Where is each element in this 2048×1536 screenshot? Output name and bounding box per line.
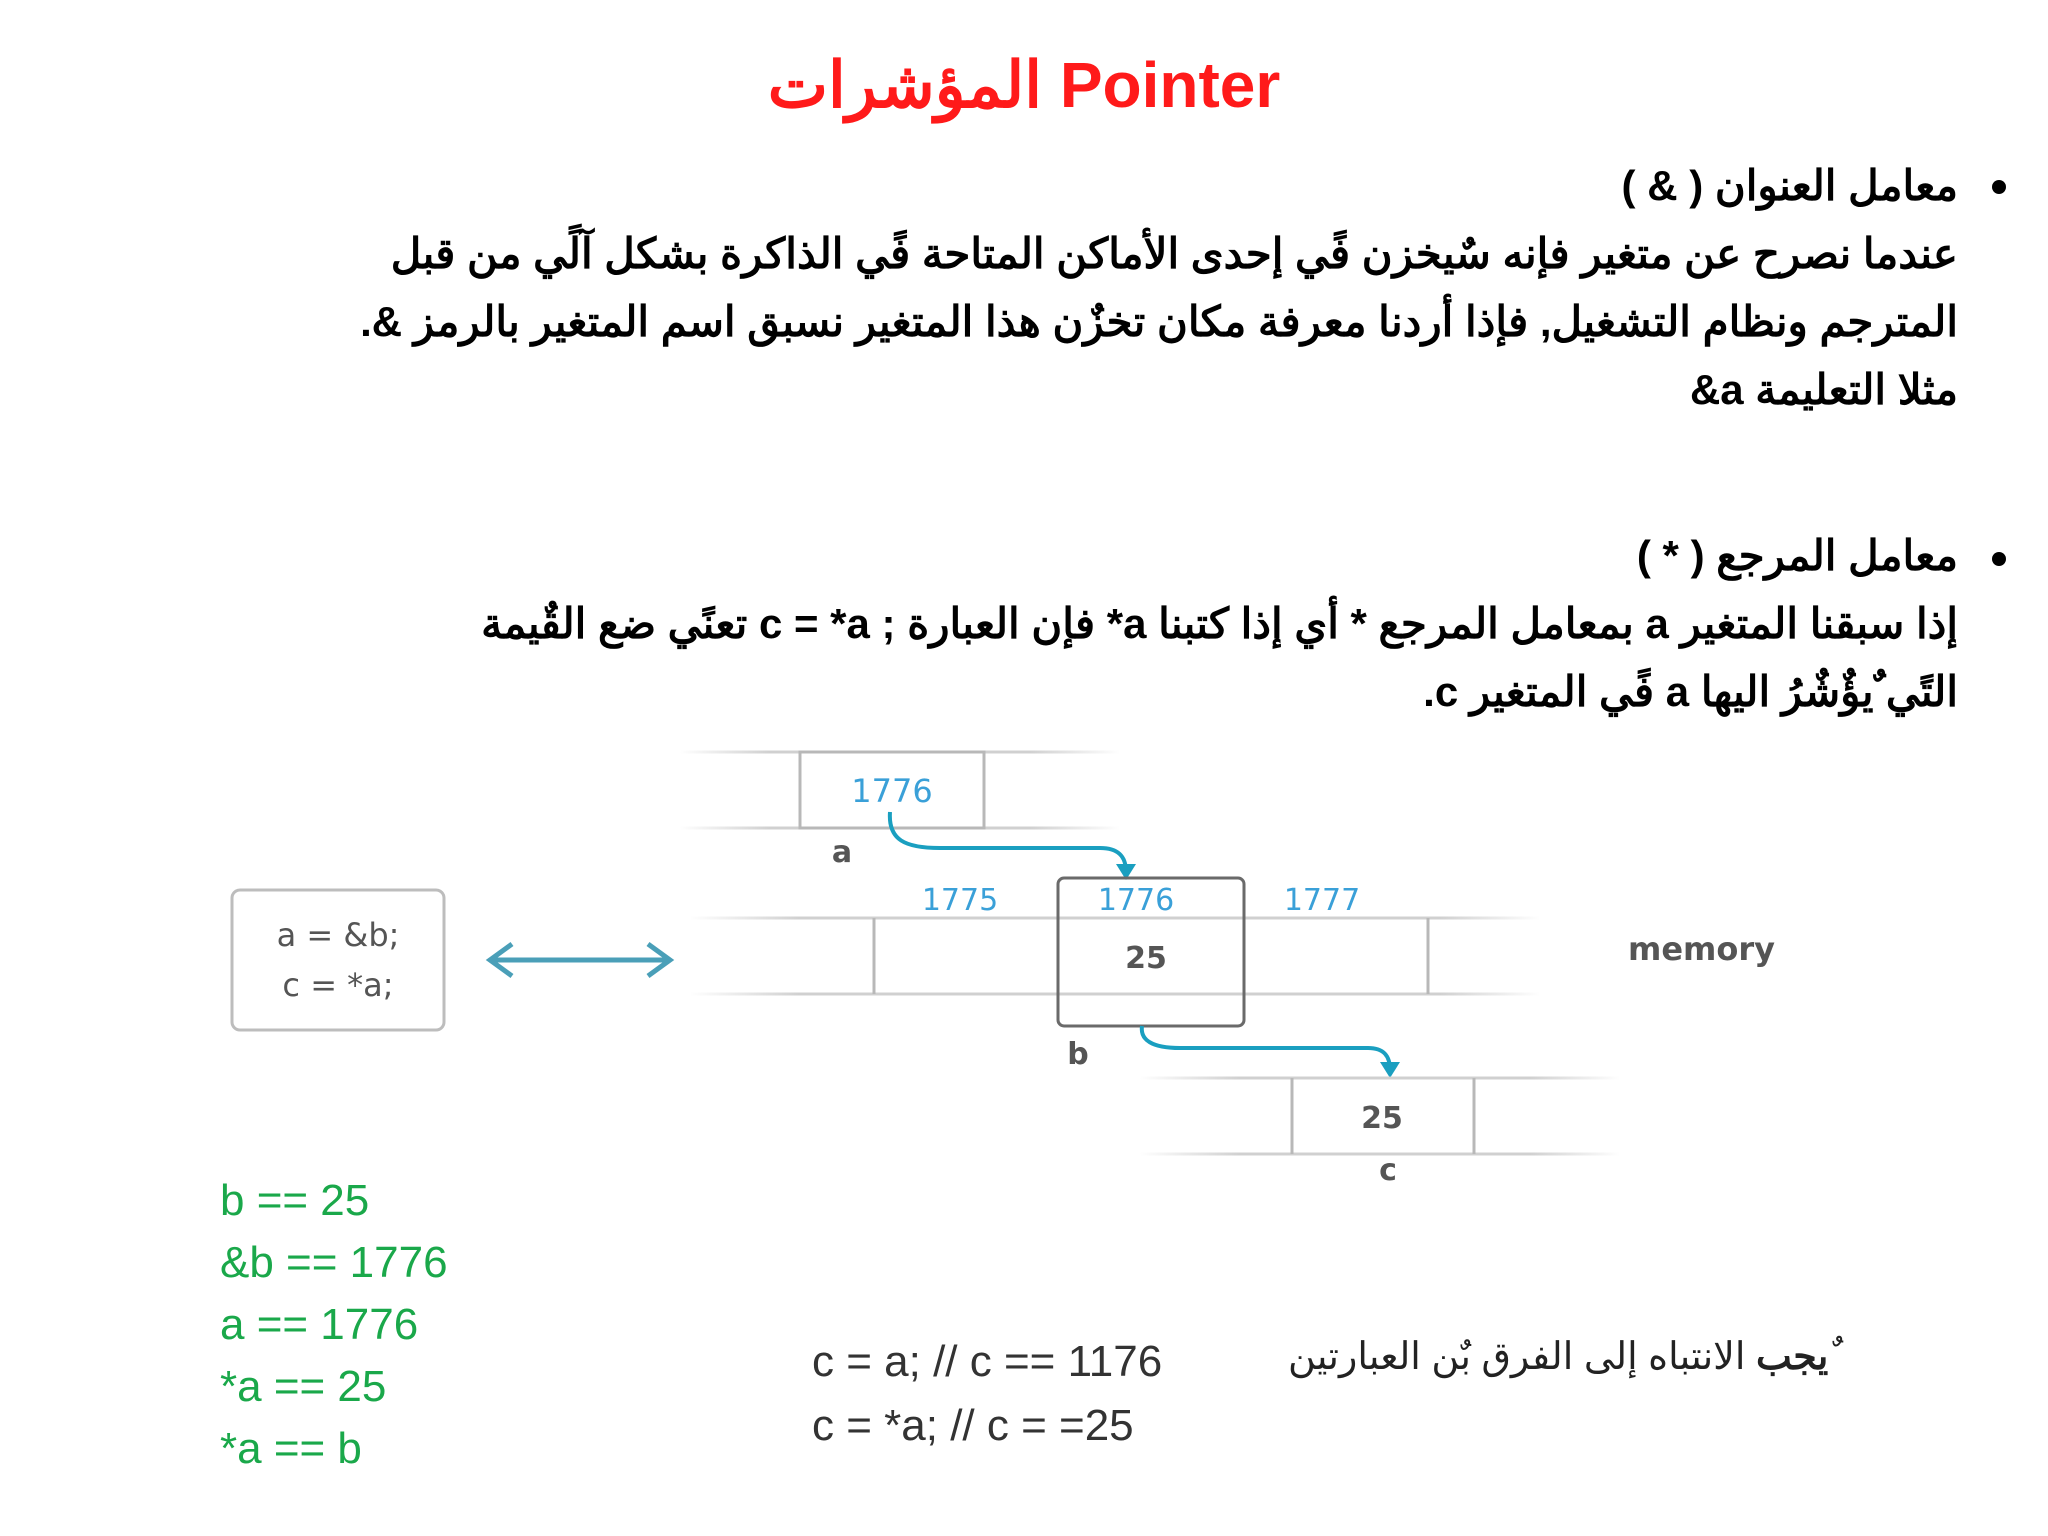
label-c: c [1379, 1153, 1397, 1188]
equality-line: a == 1776 [220, 1300, 419, 1349]
equality-line: *a == b [220, 1424, 362, 1473]
code-box [232, 890, 444, 1030]
code-line-1: a = &b; [276, 916, 400, 954]
bullet-1-line-4: مثلا التعليمة a& [1689, 366, 1958, 413]
page-title: المؤشرات Pointer [767, 49, 1281, 121]
note-rest: الانتباه إلى الفرق بٌن العبارتين [1288, 1336, 1756, 1378]
bullet-2-line-3: التًي ٌيؤٌشٌرُ اليها a فًي المتغير c. [1423, 668, 1958, 715]
attention-note [1288, 1334, 1828, 1379]
comparison-line-2: c = *a; // c = =25 [812, 1401, 1134, 1450]
code-line-2: c = *a; [282, 966, 394, 1004]
comparison-code [812, 1330, 1162, 1458]
arrow-b-to-c [1142, 1026, 1400, 1078]
memory-label: memory [1628, 930, 1776, 968]
cell-b-value: 25 [1125, 941, 1167, 976]
memory-row-c [1140, 1074, 1620, 1188]
label-a: a [831, 835, 853, 870]
bullet-1-line-3: المترجم ونظام التشغيل, فإذا أردنا معرفة مكان تخزٌن هذا المتغير نسبق اسم المتغير بالرمز &. [360, 298, 1958, 345]
address-1775: 1775 [921, 883, 999, 918]
address-1777: 1777 [1283, 883, 1361, 918]
equality-line: b == 25 [220, 1176, 370, 1225]
equality-line: *a == 25 [220, 1362, 387, 1411]
memory-row-a [680, 748, 1120, 870]
bullet-2-heading: معامل المرجع ( * ) [1636, 532, 1958, 579]
bullet-1-heading: معامل العنوان ( & ) [1621, 162, 1958, 209]
cell-c-value: 25 [1361, 1101, 1403, 1136]
comparison-line-1: c = a; // c == 1176 [812, 1337, 1163, 1386]
cell-a-value: 1776 [851, 772, 933, 810]
equality-line: &b == 1776 [220, 1238, 448, 1287]
equality-list [220, 1170, 448, 1480]
double-arrow-icon [490, 944, 670, 976]
note-bold: يجب [1755, 1336, 1829, 1378]
address-1776: 1776 [1097, 883, 1175, 918]
label-b: b [1067, 1037, 1089, 1072]
bullet-2-line-2: إذا سبقنا المتغير a بمعامل المرجع * أي إذا كتبنا a* فإن العبارة ; c = *a تعنًي ضع القٌيمة [481, 600, 1958, 647]
bullet-1-line-2: عندما نصرح عن متغير فإنه سٌيخزن فًي إحدى الأماكن المتاحة فًي الذاكرة بشكل آلًي من قبل [390, 230, 1958, 277]
